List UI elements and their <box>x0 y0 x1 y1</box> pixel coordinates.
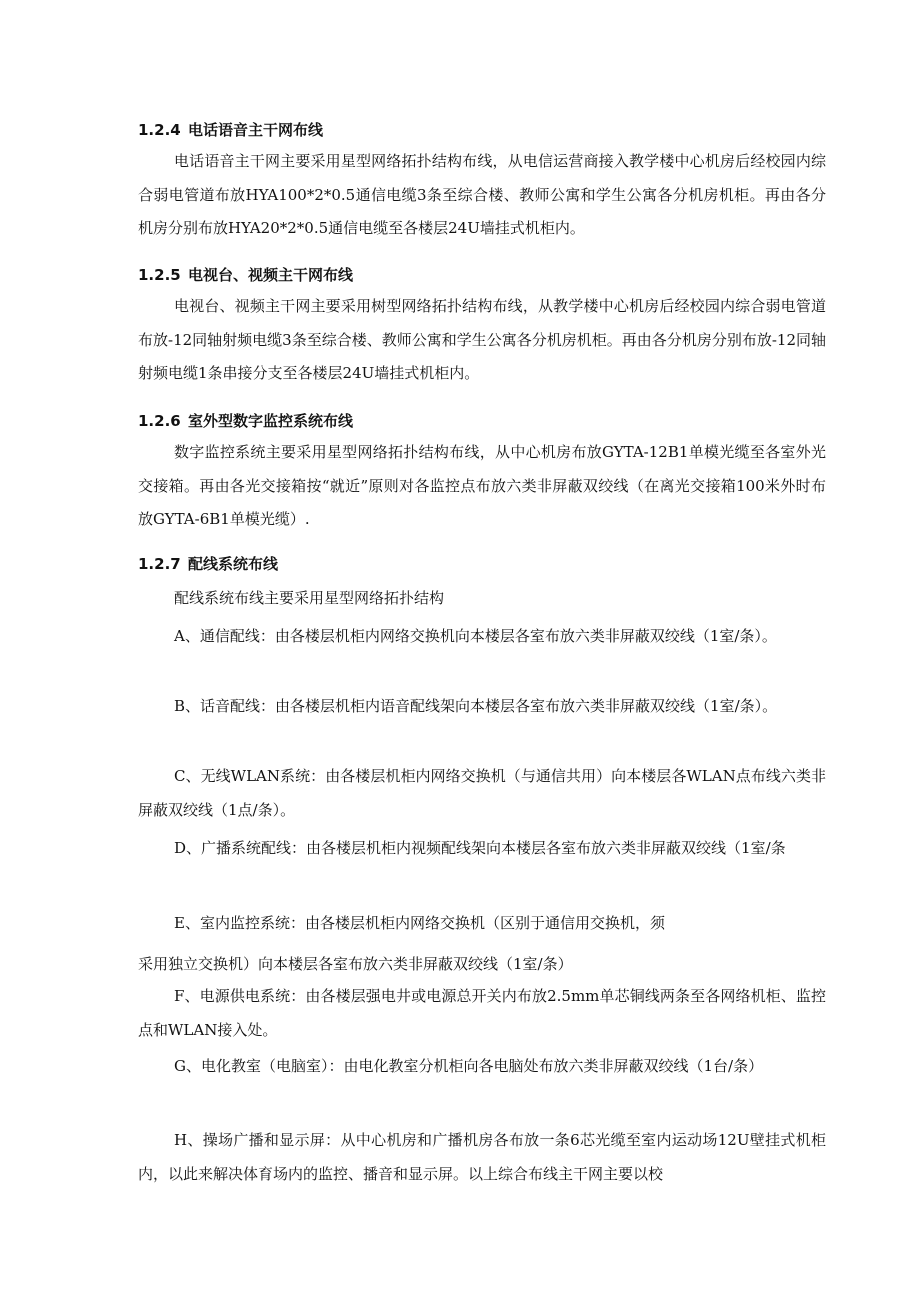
section-number: 1.2.4 <box>138 121 181 139</box>
section-heading-1-2-6 <box>138 411 828 431</box>
paragraph-outdoor-monitoring: 数字监控系统主要采用星型网络拓扑结构布线，从中心机房布放GYTA-12B1单模光缆至各室外光交接箱。再由各光交接箱按“就近”原则对各监控点布放六类非屏蔽双绞线（在离光交接箱100米外时布放GYTA-6B1单模光缆）. <box>138 443 826 528</box>
paragraph-item-d: D、广播系统配线：由各楼层机柜内视频配线架向本楼层各室布放六类非屏蔽双绞线（1室/条 <box>174 839 786 857</box>
paragraph-item-b: B、话音配线：由各楼层机柜内语音配线架向本楼层各室布放六类非屏蔽双绞线（1室/条）。 <box>174 697 778 715</box>
paragraph-item-h: H、操场广播和显示屏：从中心机房和广播机房各布放一条6芯光缆至室内运动场12U壁挂式机柜内，以此来解决体育场内的监控、播音和显示屏。以上综合布线主干网主要以校 <box>138 1131 826 1183</box>
section-number: 1.2.5 <box>138 266 181 284</box>
paragraph-tv-video-backbone: 电视台、视频主干网主要采用树型网络拓扑结构布线，从教学楼中心机房后经校园内综合弱电管道布放-12同轴射频电缆3条至综合楼、教师公寓和学生公寓各分机房机柜。再由各分机房分别布放-12同轴射频电缆1条串接分支至各楼层24U墙挂式机柜内。 <box>138 297 826 382</box>
section-heading-1-2-4 <box>138 120 828 140</box>
paragraph-item-g: G、电化教室（电脑室）：由电化教室分机柜向各电脑处布放六类非屏蔽双绞线（1台/条） <box>174 1057 764 1075</box>
section-title: 电话语音主干网布线 <box>188 121 324 139</box>
section-number: 1.2.6 <box>138 412 181 430</box>
section-title: 配线系统布线 <box>188 555 279 573</box>
paragraph-distribution-intro: 配线系统布线主要采用星型网络拓扑结构 <box>174 589 445 607</box>
paragraph-telephone-backbone: 电话语音主干网主要采用星型网络拓扑结构布线，从电信运营商接入教学楼中心机房后经校园内综合弱电管道布放HYA100*2*0.5通信电缆3条至综合楼、教师公寓和学生公寓各分机房机柜。再由各分机房分别布放HYA20*2*0.5通信电缆至各楼层24U墙挂式机柜内。 <box>138 152 826 237</box>
section-title: 室外型数字监控系统布线 <box>188 412 354 430</box>
paragraph-item-a: A、通信配线：由各楼层机柜内网络交换机向本楼层各室布放六类非屏蔽双绞线（1室/条）。 <box>174 627 777 645</box>
section-number: 1.2.7 <box>138 555 181 573</box>
paragraph-item-e-line-1: E、室内监控系统：由各楼层机柜内网络交换机（区别于通信用交换机，须 <box>174 914 665 932</box>
section-heading-1-2-5 <box>138 265 828 285</box>
section-heading-1-2-7 <box>138 554 828 574</box>
paragraph-item-e-line-2: 采用独立交换机）向本楼层各室布放六类非屏蔽双绞线（1室/条） <box>138 955 573 973</box>
section-title: 电视台、视频主干网布线 <box>188 266 354 284</box>
paragraph-item-f: F、电源供电系统：由各楼层强电井或电源总开关内布放2.5mm单芯铜线两条至各网络机柜、监控点和WLAN接入处。 <box>138 987 826 1039</box>
paragraph-item-c: C、无线WLAN系统：由各楼层机柜内网络交换机（与通信共用）向本楼层各WLAN点布线六类非屏蔽双绞线（1点/条）。 <box>138 767 826 819</box>
